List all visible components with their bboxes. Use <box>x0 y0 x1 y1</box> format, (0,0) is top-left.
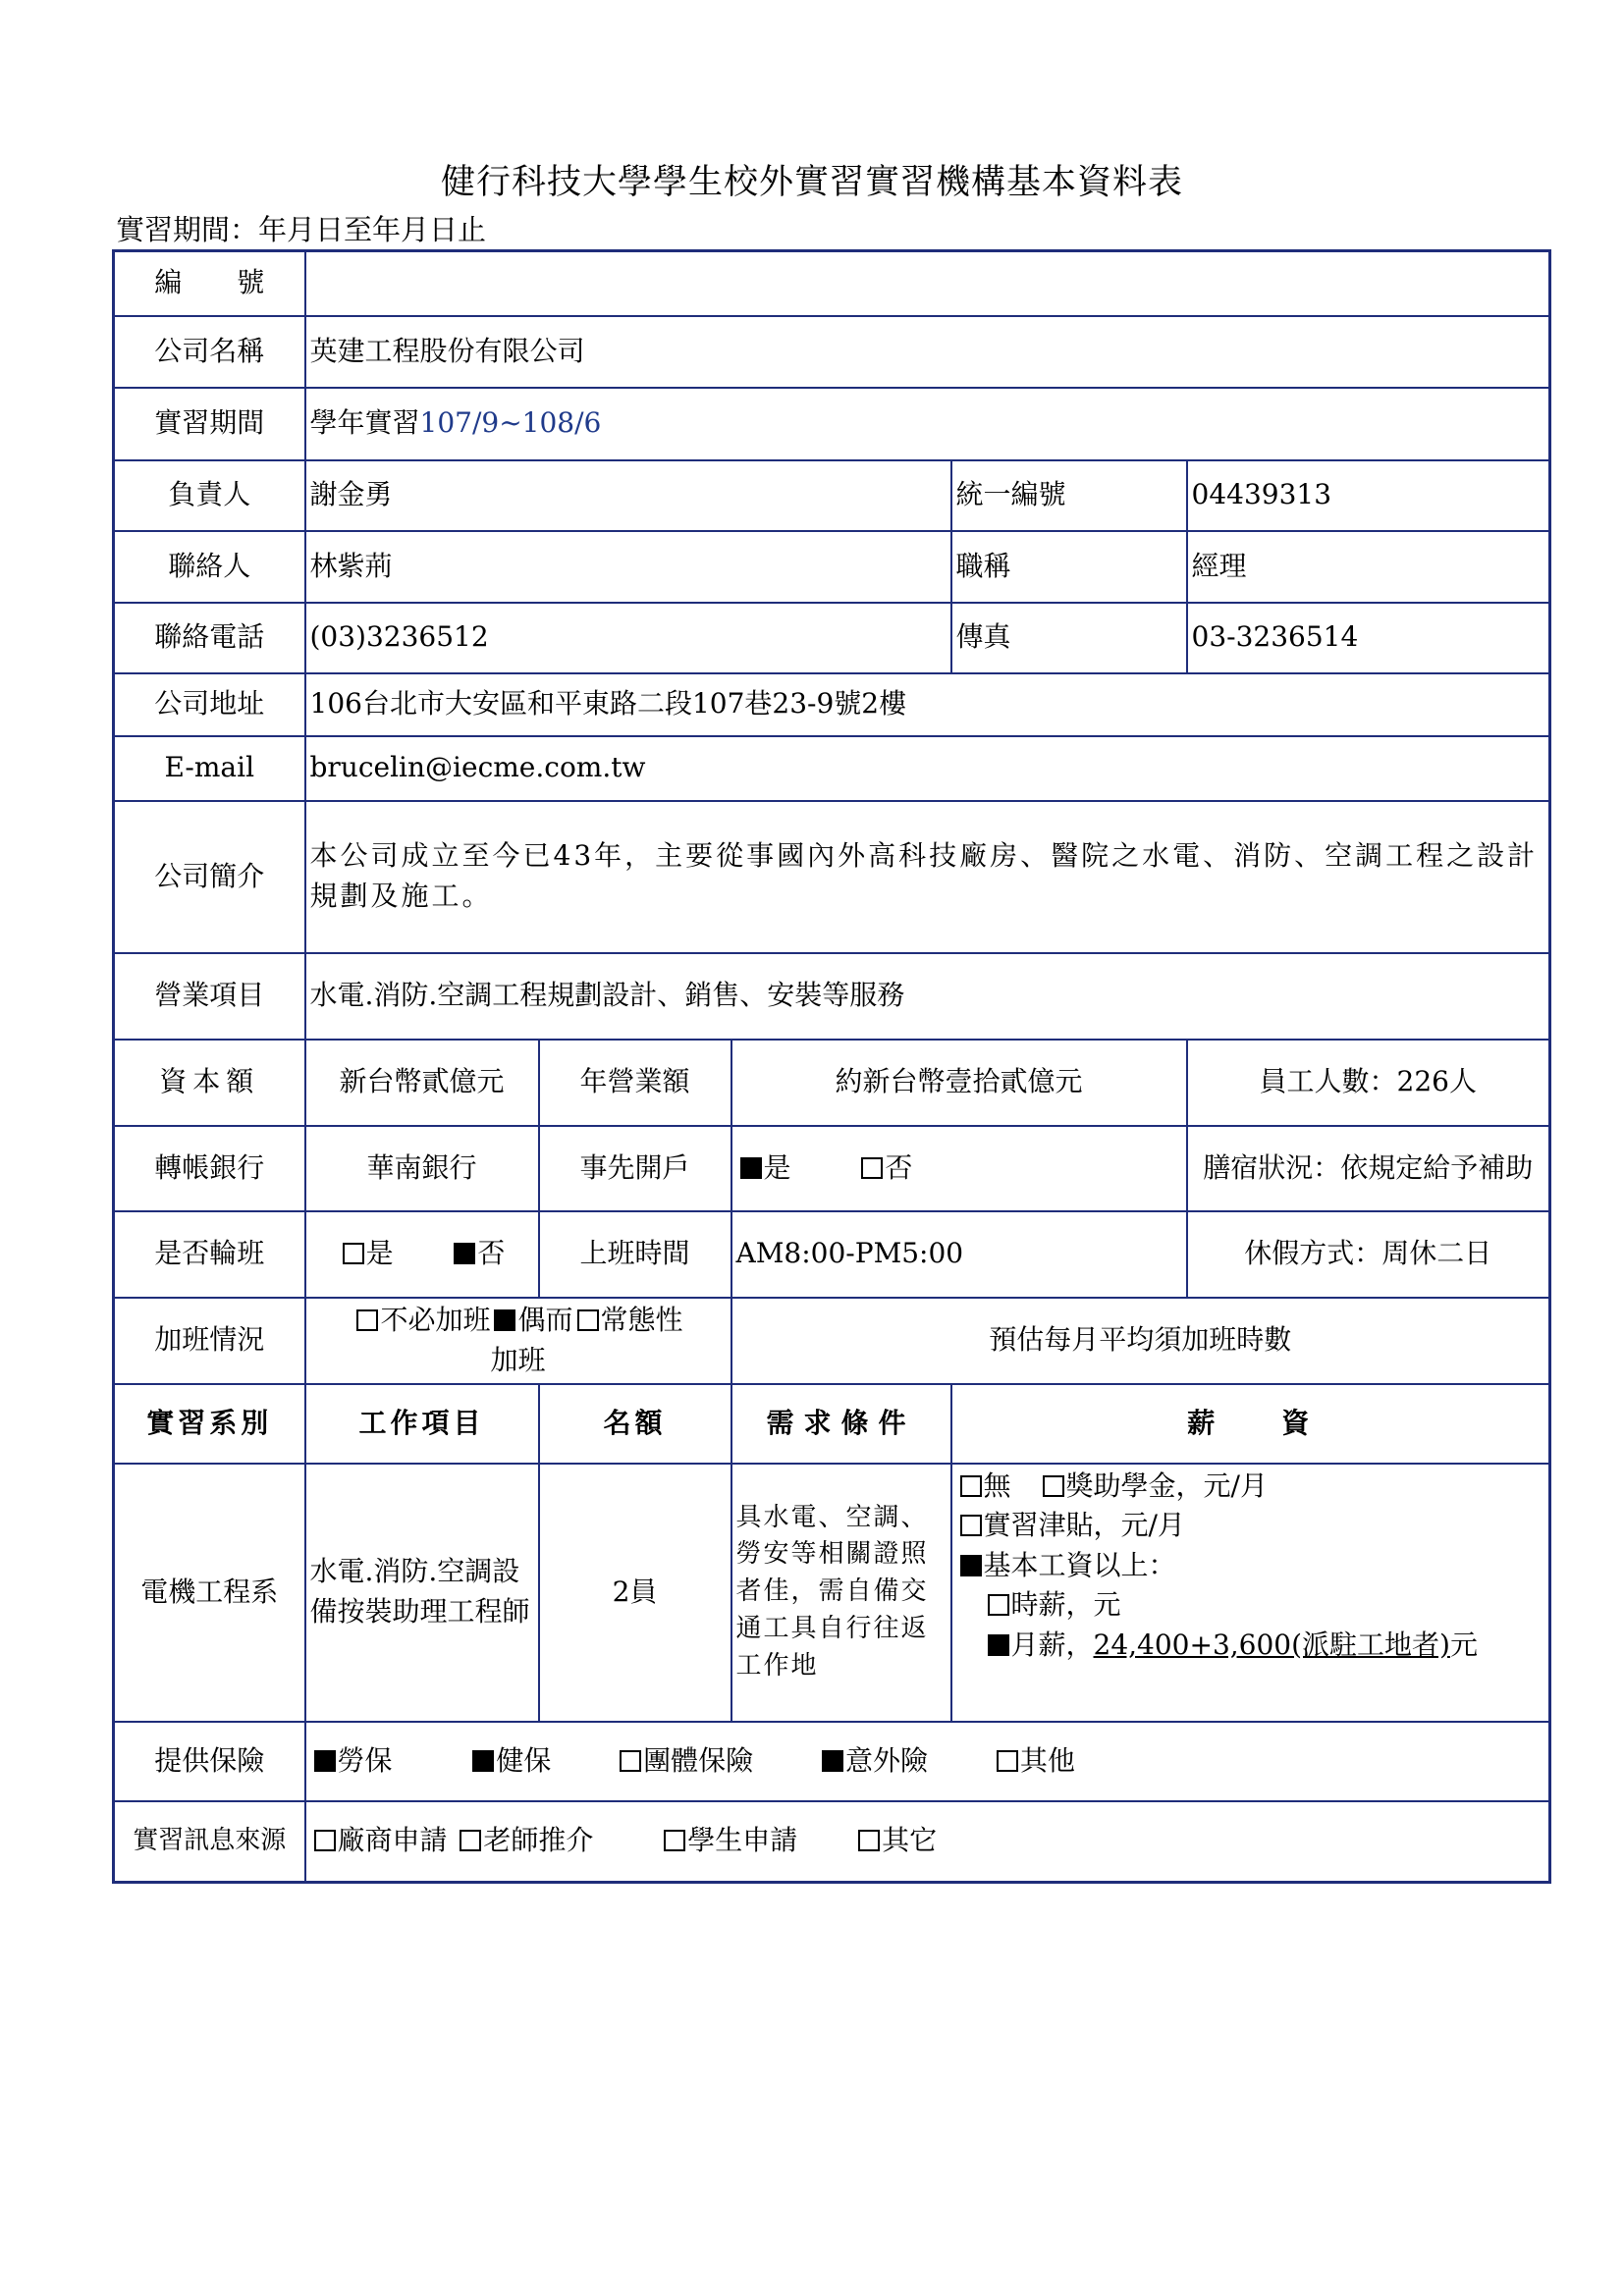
row-intern-period <box>114 388 1550 460</box>
company-name-label: 公司名稱 <box>114 316 305 388</box>
salary-none-label: 無 <box>983 1468 1011 1502</box>
row-company-name <box>114 316 1550 388</box>
work-hours-label: 上班時間 <box>539 1211 731 1298</box>
row-owner <box>114 460 1550 531</box>
job-quota[interactable]: 2員 <box>539 1464 731 1722</box>
overtime-occasional-label: 偶而 <box>517 1303 573 1336</box>
salary-grant-checkbox[interactable] <box>1043 1475 1064 1497</box>
salary-hourly-label: 時薪，元 <box>1010 1588 1121 1622</box>
salary-monthly-amount[interactable]: 24,400+3,600(派駐工地者) <box>1093 1628 1450 1661</box>
source-vendor-label: 廠商申請 <box>337 1824 448 1857</box>
row-email <box>114 736 1550 801</box>
insurance-other-label: 其他 <box>1019 1743 1075 1777</box>
row-phone <box>114 603 1550 673</box>
row-shift <box>114 1211 1550 1298</box>
lodging-status[interactable]: 膳宿狀況：依規定給予補助 <box>1187 1126 1550 1211</box>
source-options <box>305 1801 1550 1883</box>
employee-count[interactable]: 員工人數：226人 <box>1187 1040 1550 1126</box>
salary-allowance-checkbox[interactable] <box>960 1515 982 1536</box>
job-header-quota: 名額 <box>539 1384 731 1464</box>
insurance-health-label: 健保 <box>496 1743 552 1777</box>
salary-monthly-checkbox[interactable] <box>988 1634 1009 1656</box>
company-name-value[interactable]: 英建工程股份有限公司 <box>305 316 1550 388</box>
work-hours-value[interactable]: AM8:00-PM5:00 <box>731 1211 1187 1298</box>
salary-basic-label: 基本工資以上： <box>983 1548 1176 1581</box>
job-work[interactable]: 水電.消防.空調設備按裝助理工程師 <box>305 1464 539 1722</box>
insurance-options <box>305 1722 1550 1801</box>
job-header-req: 需求條件 <box>731 1384 951 1464</box>
owner-value[interactable]: 謝金勇 <box>305 460 951 531</box>
pre-account-yes-label: 是 <box>763 1150 791 1184</box>
shift-no-label: 否 <box>477 1237 506 1270</box>
salary-grant-label: 獎助學金，元/月 <box>1065 1468 1268 1502</box>
intern-period-label: 實習期間 <box>114 388 305 460</box>
insurance-health-checkbox[interactable] <box>472 1750 494 1772</box>
source-other-checkbox[interactable] <box>858 1830 880 1851</box>
salary-monthly-unit: 元 <box>1449 1628 1478 1661</box>
contact-value[interactable]: 林紫荊 <box>305 531 951 603</box>
shift-options <box>305 1211 539 1298</box>
source-student-label: 學生申請 <box>687 1824 798 1857</box>
source-label: 實習訊息來源 <box>114 1801 305 1883</box>
source-other-label: 其它 <box>882 1824 938 1857</box>
overtime-label: 加班情況 <box>114 1298 305 1384</box>
salary-monthly-label: 月薪， <box>1010 1628 1094 1661</box>
source-student-checkbox[interactable] <box>664 1830 685 1851</box>
pre-account-yes-checkbox[interactable] <box>740 1157 762 1179</box>
shift-label: 是否輪班 <box>114 1211 305 1298</box>
email-label: E-mail <box>114 736 305 801</box>
source-teacher-checkbox[interactable] <box>460 1830 481 1851</box>
insurance-labor-checkbox[interactable] <box>314 1750 336 1772</box>
overtime-none-checkbox[interactable] <box>356 1309 378 1331</box>
overtime-regular-label-tail: 加班 <box>490 1343 546 1376</box>
leave-policy[interactable]: 休假方式：周休二日 <box>1187 1211 1550 1298</box>
row-contact <box>114 531 1550 603</box>
row-job-header <box>114 1384 1550 1464</box>
job-req[interactable]: 具水電、空調、勞安等相關證照者佳，需自備交通工具自行往返工作地 <box>731 1464 951 1722</box>
job-header-salary: 薪 資 <box>951 1384 1550 1464</box>
phone-label: 聯絡電話 <box>114 603 305 673</box>
job-salary <box>951 1464 1550 1722</box>
row-overtime <box>114 1298 1550 1384</box>
overtime-regular-checkbox[interactable] <box>577 1309 599 1331</box>
revenue-value[interactable]: 約新台幣壹拾貳億元 <box>731 1040 1187 1126</box>
source-vendor-checkbox[interactable] <box>314 1830 336 1851</box>
business-value[interactable]: 水電.消防.空調工程規劃設計、銷售、安裝等服務 <box>305 953 1550 1040</box>
row-serial <box>114 251 1550 316</box>
intern-period-range: 107/9~108/6 <box>419 406 602 440</box>
fax-value[interactable]: 03-3236514 <box>1187 603 1550 673</box>
business-label: 營業項目 <box>114 953 305 1040</box>
shift-yes-label: 是 <box>365 1237 394 1270</box>
salary-hourly-checkbox[interactable] <box>988 1594 1009 1616</box>
overtime-occasional-checkbox[interactable] <box>494 1309 515 1331</box>
job-title-value[interactable]: 經理 <box>1187 531 1550 603</box>
fax-label: 傳真 <box>951 603 1187 673</box>
salary-none-checkbox[interactable] <box>960 1475 982 1497</box>
overtime-options <box>305 1298 731 1384</box>
source-teacher-label: 老師推介 <box>483 1824 594 1857</box>
salary-basic-checkbox[interactable] <box>960 1555 982 1576</box>
contact-label: 聯絡人 <box>114 531 305 603</box>
job-dept[interactable]: 電機工程系 <box>114 1464 305 1722</box>
intro-value[interactable]: 本公司成立至今已43年，主要從事國內外高科技廠房、醫院之水電、消防、空調工程之設計規劃及施工。 <box>305 801 1550 953</box>
salary-allowance-label: 實習津貼，元/月 <box>983 1509 1185 1542</box>
intro-label: 公司簡介 <box>114 801 305 953</box>
overtime-hours[interactable]: 預估每月平均須加班時數 <box>731 1298 1550 1384</box>
overtime-regular-label: 常態性 <box>600 1303 683 1336</box>
job-header-work: 工作項目 <box>305 1384 539 1464</box>
serial-value[interactable] <box>305 251 1550 316</box>
intern-period-value[interactable] <box>305 388 1550 460</box>
insurance-group-checkbox[interactable] <box>620 1750 641 1772</box>
bank-value[interactable]: 華南銀行 <box>305 1126 539 1211</box>
email-value[interactable]: brucelin@iecme.com.tw <box>305 736 1550 801</box>
period-line: 實習期間：年月日至年月日止 <box>116 213 487 246</box>
job-title-label: 職稱 <box>951 531 1187 603</box>
row-address <box>114 673 1550 736</box>
row-bank <box>114 1126 1550 1211</box>
tax-id-label: 統一編號 <box>951 460 1187 531</box>
row-insurance <box>114 1722 1550 1801</box>
pre-account-no-label: 否 <box>885 1150 913 1184</box>
bank-label: 轉帳銀行 <box>114 1126 305 1211</box>
insurance-label: 提供保險 <box>114 1722 305 1801</box>
address-label: 公司地址 <box>114 673 305 736</box>
address-value[interactable]: 106台北市大安區和平東路二段107巷23-9號2樓 <box>305 673 1550 736</box>
owner-label: 負責人 <box>114 460 305 531</box>
overtime-none-label: 不必加班 <box>380 1303 491 1336</box>
row-job <box>114 1464 1550 1722</box>
capital-label: 資本額 <box>114 1040 305 1126</box>
pre-account-no-checkbox[interactable] <box>861 1157 883 1179</box>
capital-value[interactable]: 新台幣貳億元 <box>305 1040 539 1126</box>
pre-account-options <box>731 1126 1187 1211</box>
tax-id-value[interactable]: 04439313 <box>1187 460 1550 531</box>
intern-period-prefix: 學年實習 <box>309 406 420 440</box>
revenue-label: 年營業額 <box>539 1040 731 1126</box>
shift-yes-checkbox[interactable] <box>343 1243 364 1264</box>
phone-value[interactable]: (03)3236512 <box>305 603 951 673</box>
row-business <box>114 953 1550 1040</box>
insurance-accident-checkbox[interactable] <box>822 1750 843 1772</box>
job-header-dept: 實習系別 <box>114 1384 305 1464</box>
row-capital <box>114 1040 1550 1126</box>
row-source <box>114 1801 1550 1883</box>
serial-label: 編 號 <box>114 251 305 316</box>
insurance-accident-label: 意外險 <box>844 1743 928 1777</box>
page-title: 健行科技大學學生校外實習實習機構基本資料表 <box>440 163 1183 202</box>
shift-no-checkbox[interactable] <box>454 1243 475 1264</box>
pre-account-label: 事先開戶 <box>539 1126 731 1211</box>
row-intro <box>114 801 1550 953</box>
insurance-other-checkbox[interactable] <box>997 1750 1018 1772</box>
insurance-labor-label: 勞保 <box>337 1743 393 1777</box>
insurance-group-label: 團體保險 <box>643 1743 754 1777</box>
company-info-table <box>112 249 1551 1884</box>
